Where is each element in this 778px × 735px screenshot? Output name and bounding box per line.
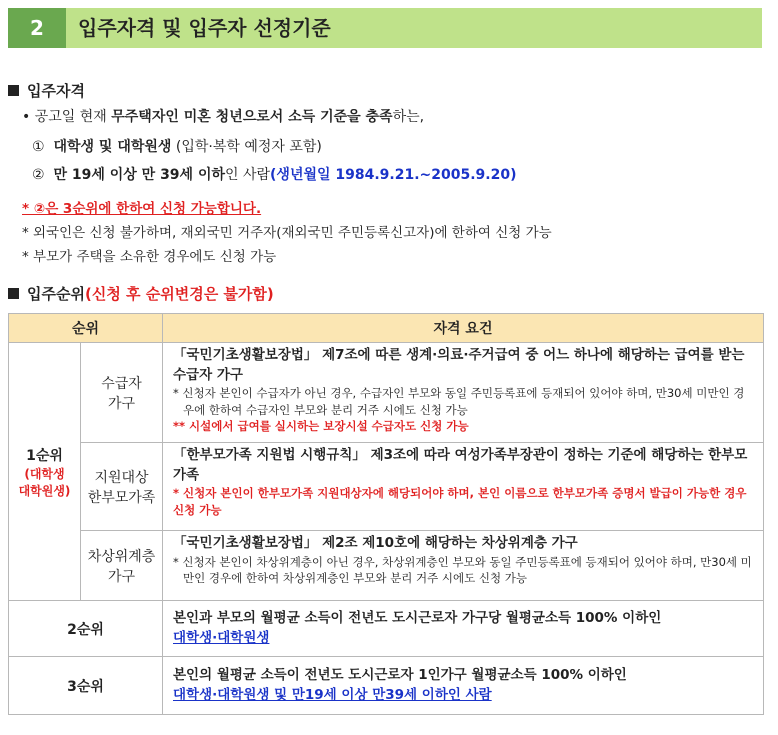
section-title-bar — [8, 8, 762, 48]
bullet-square-icon — [8, 288, 19, 299]
rank-1-cell: 1순위 (대학생 대학원생) — [9, 343, 81, 601]
section-title: 입주자격 및 입주자 선정기준 — [78, 16, 331, 40]
priority-heading: 입주순위(신청 후 순위변경은 불가함) — [8, 283, 274, 304]
bullet-dot-icon: • — [22, 109, 31, 125]
req-single-parent: 「한부모가족 지원법 시행규칙」 제3조에 따라 여성가족부장관이 정하는 기준에 해당하는 한부모가족 * 신청자 본인이 한부모가족 지원대상자에 해당되어야 하며, 본인 이름으로 한부모가족 증명서 발급이 가능한 경우 신청 가능 — [163, 443, 764, 531]
req-recipient: 「국민기초생활보장법」 제7조에 따른 생계·의료·주거급여 중 어느 하나에 해당하는 급여를 받는 수급자 가구 * 신청자 본인이 수급자가 아닌 경우, 수급자인 부모와 동일 주민등록표에 등재되어 있어야 하며, 만30세 미만인 경우에 한하여 수급자인 부모와 분리 거주 시에도 신청 가능 ** 시설에서 급여를 실시하는 보장시설 수급자도 신청 가능 — [163, 343, 764, 443]
type-single-parent: 지원대상 한부모가족 — [81, 443, 163, 531]
req-rank-3: 본인의 월평균 소득이 전년도 도시근로자 1인가구 월평균소득 100% 이하인 대학생·대학원생 및 만19세 이상 만39세 이하인 사람 — [163, 657, 764, 715]
eligibility-item-1: ① 대학생 및 대학원생 (입학·복학 예정자 포함) — [32, 139, 322, 155]
note-third-priority: * ②은 3순위에 한하여 신청 가능합니다. — [22, 201, 262, 217]
type-near-poverty: 차상위계층 가구 — [81, 531, 163, 601]
section-number: 2 — [8, 8, 66, 48]
bullet-square-icon — [8, 85, 19, 96]
header-rank: 순위 — [9, 314, 163, 343]
note-parents-house: * 부모가 주택을 소유한 경우에도 신청 가능 — [22, 249, 277, 265]
req-near-poverty: 「국민기초생활보장법」 제2조 제10호에 해당하는 차상위계층 가구 * 신청자 본인이 차상위계층이 아닌 경우, 차상위계층인 부모와 동일 주민등록표에 등재되어 있어야 하며, 만30세 미만인 경우에 한하여 차상위계층인 부모와 분리 거주 시에도 신청 가능 — [163, 531, 764, 601]
rank-2-cell: 2순위 — [9, 601, 163, 657]
rank-3-cell: 3순위 — [9, 657, 163, 715]
type-recipient: 수급자 가구 — [81, 343, 163, 443]
eligibility-intro: • 공고일 현재 무주택자인 미혼 청년으로서 소득 기준을 충족하는, — [22, 109, 425, 125]
header-requirements: 자격 요건 — [163, 314, 764, 343]
eligibility-heading: 입주자격 — [8, 80, 85, 101]
note-foreigners: * 외국인은 신청 불가하며, 재외국민 거주자(재외국민 주민등록신고자)에 한하여 신청 가능 — [22, 225, 552, 241]
eligibility-item-2: ② 만 19세 이상 만 39세 이하인 사람(생년월일 1984.9.21.~2005.9.20) — [32, 167, 517, 183]
req-rank-2: 본인과 부모의 월평균 소득이 전년도 도시근로자 가구당 월평균소득 100% 이하인 대학생·대학원생 — [163, 601, 764, 657]
priority-table — [8, 313, 764, 715]
